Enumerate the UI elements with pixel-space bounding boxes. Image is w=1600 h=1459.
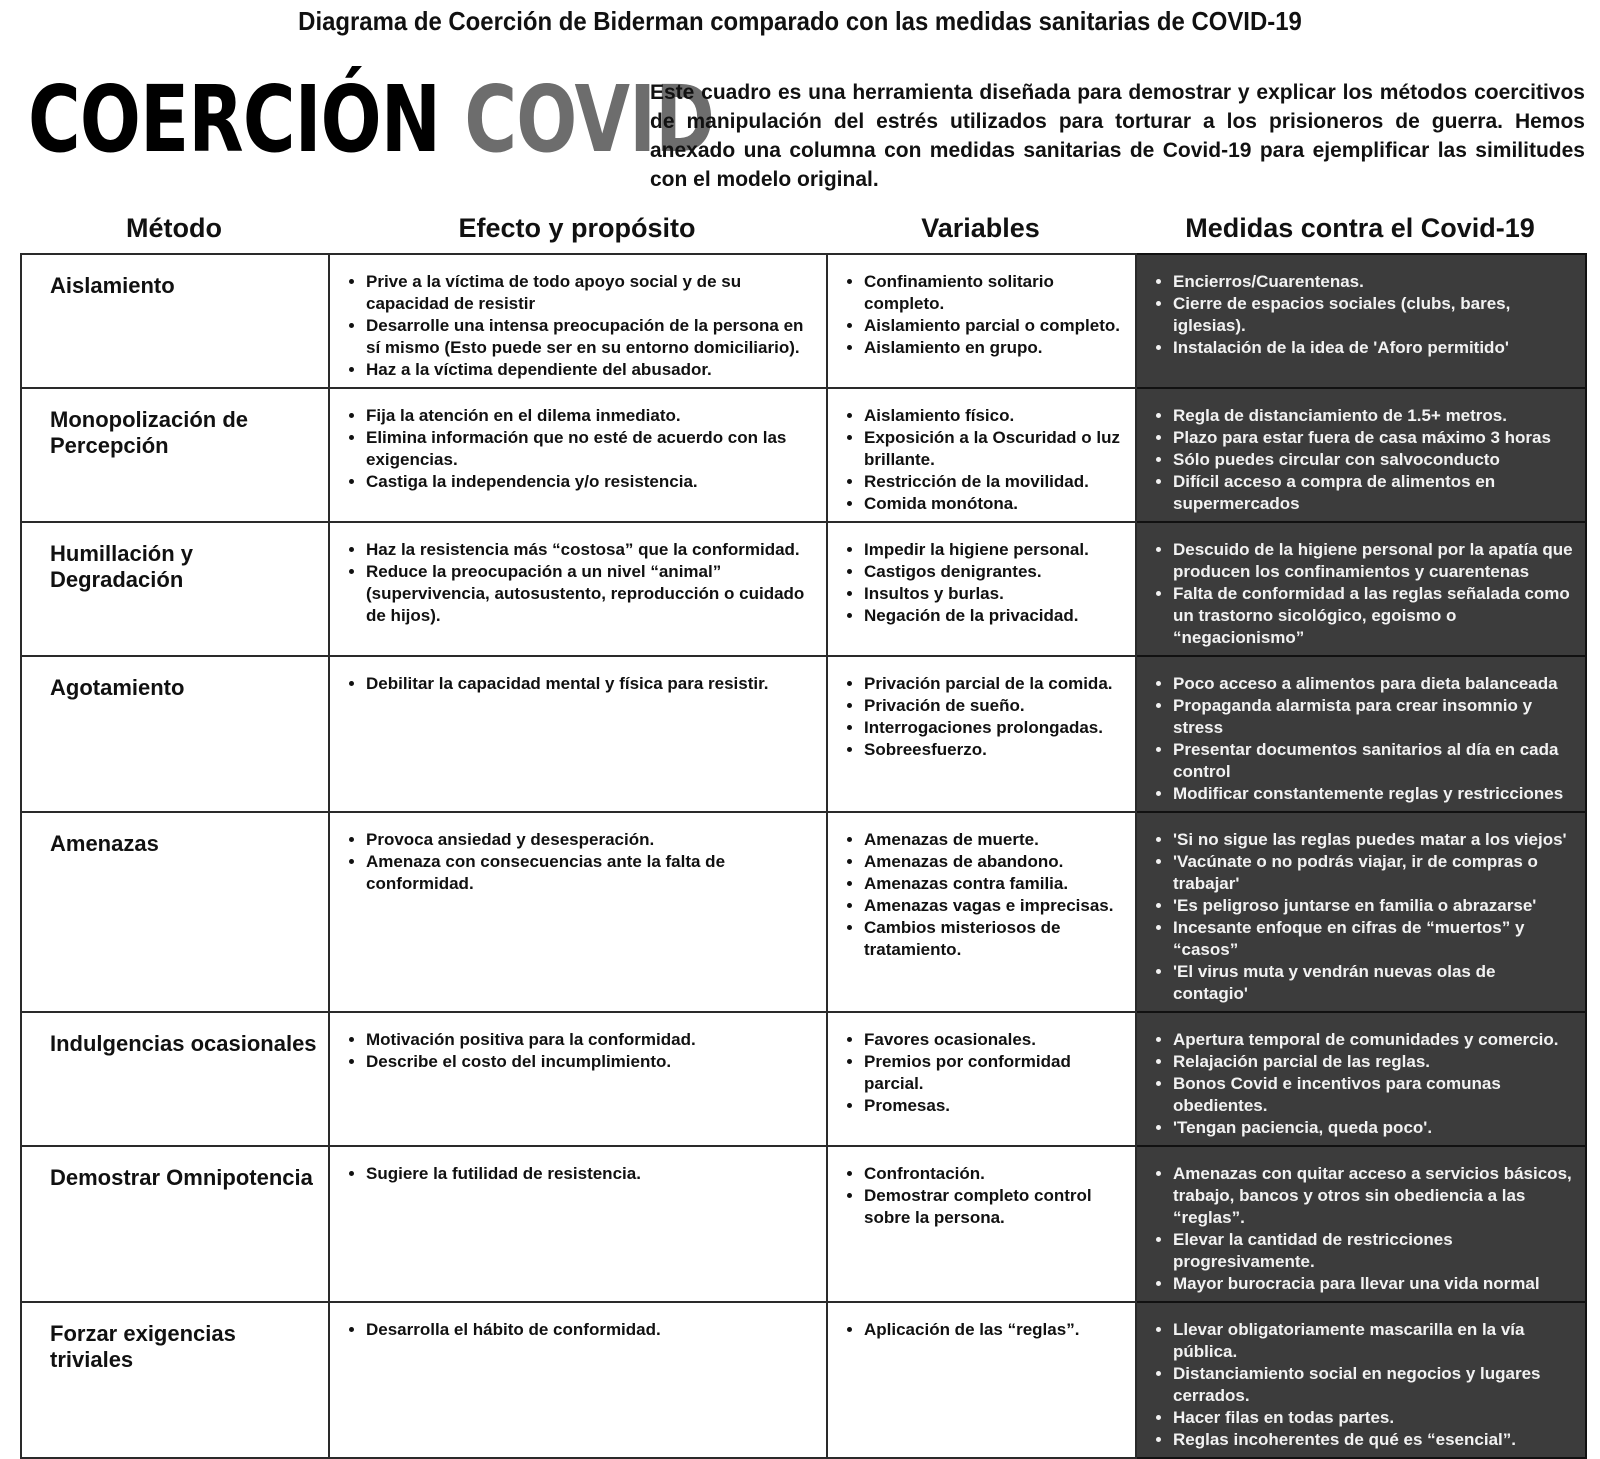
method-cell: Monopolización de Percepción bbox=[21, 388, 329, 522]
list-item: • Amenazas con quitar acceso a servicios básicos, trabajo, bancos y otros sin obediencia a las “reglas”. bbox=[1173, 1163, 1575, 1229]
list-item: • Elimina información que no esté de acuerdo con las exigencias. bbox=[366, 427, 816, 471]
list-item: • Mayor burocracia para llevar una vida normal bbox=[1173, 1273, 1575, 1295]
covid-measures-list bbox=[1147, 405, 1575, 515]
variables-cell bbox=[827, 522, 1136, 656]
list-item: • Regla de distanciamiento de 1.5+ metros. bbox=[1173, 405, 1575, 427]
column-header-effect: Efecto y propósito bbox=[458, 213, 696, 243]
list-item: • Premios por conformidad parcial. bbox=[864, 1051, 1125, 1095]
list-item: • Llevar obligatoriamente mascarilla en la vía pública. bbox=[1173, 1319, 1575, 1363]
list-item: • Impedir la higiene personal. bbox=[864, 539, 1125, 561]
list-item: • Comida monótona. bbox=[864, 493, 1125, 515]
variables-list bbox=[838, 1029, 1125, 1117]
covid-measures-list bbox=[1147, 271, 1575, 359]
variables-cell bbox=[827, 1146, 1136, 1302]
list-item: • Confinamiento solitario completo. bbox=[864, 271, 1125, 315]
hero-title bbox=[28, 60, 714, 180]
column-header-variables: Variables bbox=[921, 213, 1040, 243]
variables-cell bbox=[827, 254, 1136, 388]
column-header-method: Método bbox=[126, 213, 222, 243]
list-item: • Presentar documentos sanitarios al día en cada control bbox=[1173, 739, 1575, 783]
effect-list bbox=[340, 1163, 816, 1185]
effect-list bbox=[340, 405, 816, 493]
variables-list bbox=[838, 829, 1125, 961]
covid-measures-cell bbox=[1136, 1302, 1586, 1458]
method-cell: Indulgencias ocasionales bbox=[21, 1012, 329, 1146]
variables-cell bbox=[827, 1302, 1136, 1458]
variables-list bbox=[838, 271, 1125, 359]
effect-list bbox=[340, 829, 816, 895]
list-item: • Distanciamiento social en negocios y lugares cerrados. bbox=[1173, 1363, 1575, 1407]
list-item: • Fija la atención en el dilema inmediato. bbox=[366, 405, 816, 427]
list-item: • Amenaza con consecuencias ante la falta de conformidad. bbox=[366, 851, 816, 895]
covid-measures-cell bbox=[1136, 812, 1586, 1012]
hero-word-coercion: COERCIÓN bbox=[28, 66, 441, 173]
list-item: • Poco acceso a alimentos para dieta balanceada bbox=[1173, 673, 1575, 695]
covid-measures-cell bbox=[1136, 1012, 1586, 1146]
variables-list bbox=[838, 405, 1125, 515]
list-item: • Hacer filas en todas partes. bbox=[1173, 1407, 1575, 1429]
list-item: • Aislamiento en grupo. bbox=[864, 337, 1125, 359]
effect-cell bbox=[329, 254, 827, 388]
column-header-covid: Medidas contra el Covid-19 bbox=[1185, 213, 1535, 243]
table-row bbox=[21, 254, 1586, 388]
list-item: • Sólo puedes circular con salvoconducto bbox=[1173, 449, 1575, 471]
effect-cell bbox=[329, 1146, 827, 1302]
effect-list bbox=[340, 1029, 816, 1073]
list-item: • Cierre de espacios sociales (clubs, bares, iglesias). bbox=[1173, 293, 1575, 337]
list-item: • Sugiere la futilidad de resistencia. bbox=[366, 1163, 816, 1185]
hero-word-covid: COVID bbox=[464, 66, 714, 173]
covid-measures-cell bbox=[1136, 656, 1586, 812]
table-row bbox=[21, 812, 1586, 1012]
list-item: • Reglas incoherentes de qué es “esencial”. bbox=[1173, 1429, 1575, 1451]
list-item: • Amenazas vagas e imprecisas. bbox=[864, 895, 1125, 917]
list-item: • Apertura temporal de comunidades y comercio. bbox=[1173, 1029, 1575, 1051]
list-item: • Favores ocasionales. bbox=[864, 1029, 1125, 1051]
list-item: • Reduce la preocupación a un nivel “animal” (supervivencia, autosustento, reproducción o cuidado de hijos). bbox=[366, 561, 816, 627]
covid-measures-list bbox=[1147, 1029, 1575, 1139]
effect-list bbox=[340, 271, 816, 381]
variables-list bbox=[838, 1319, 1125, 1341]
effect-list bbox=[340, 673, 816, 695]
list-item: • 'El virus muta y vendrán nuevas olas de contagio' bbox=[1173, 961, 1575, 1005]
list-item: • Demostrar completo control sobre la persona. bbox=[864, 1185, 1125, 1229]
list-item: • Prive a la víctima de todo apoyo social y de su capacidad de resistir bbox=[366, 271, 816, 315]
effect-cell bbox=[329, 522, 827, 656]
coercion-table bbox=[20, 253, 1587, 1459]
list-item: • Propaganda alarmista para crear insomnio y stress bbox=[1173, 695, 1575, 739]
list-item: • Plazo para estar fuera de casa máximo 3 horas bbox=[1173, 427, 1575, 449]
list-item: • Aislamiento físico. bbox=[864, 405, 1125, 427]
list-item: • Exposición a la Oscuridad o luz brillante. bbox=[864, 427, 1125, 471]
covid-measures-cell bbox=[1136, 522, 1586, 656]
covid-measures-cell bbox=[1136, 1146, 1586, 1302]
variables-cell bbox=[827, 656, 1136, 812]
list-item: • Difícil acceso a compra de alimentos en supermercados bbox=[1173, 471, 1575, 515]
method-cell: Demostrar Omnipotencia bbox=[21, 1146, 329, 1302]
effect-cell bbox=[329, 1012, 827, 1146]
method-cell: Amenazas bbox=[21, 812, 329, 1012]
list-item: • Elevar la cantidad de restricciones progresivamente. bbox=[1173, 1229, 1575, 1273]
list-item: • Aplicación de las “reglas”. bbox=[864, 1319, 1125, 1341]
list-item: • Falta de conformidad a las reglas señalada como un trastorno sicológico, egoismo o “negacionismo” bbox=[1173, 583, 1575, 649]
method-cell: Forzar exigencias triviales bbox=[21, 1302, 329, 1458]
list-item: • Amenazas de muerte. bbox=[864, 829, 1125, 851]
list-item: • Privación de sueño. bbox=[864, 695, 1125, 717]
list-item: • Desarrolla el hábito de conformidad. bbox=[366, 1319, 816, 1341]
list-item: • Describe el costo del incumplimiento. bbox=[366, 1051, 816, 1073]
list-item: • Amenazas de abandono. bbox=[864, 851, 1125, 873]
list-item: • Encierros/Cuarentenas. bbox=[1173, 271, 1575, 293]
list-item: • Promesas. bbox=[864, 1095, 1125, 1117]
list-item: • 'Vacúnate o no podrás viajar, ir de compras o trabajar' bbox=[1173, 851, 1575, 895]
covid-measures-list bbox=[1147, 1163, 1575, 1295]
covid-measures-list bbox=[1147, 1319, 1575, 1451]
method-cell: Humillación y Degradación bbox=[21, 522, 329, 656]
list-item: • Confrontación. bbox=[864, 1163, 1125, 1185]
effect-cell bbox=[329, 656, 827, 812]
variables-cell bbox=[827, 812, 1136, 1012]
variables-cell bbox=[827, 1012, 1136, 1146]
method-cell: Agotamiento bbox=[21, 656, 329, 812]
list-item: • Privación parcial de la comida. bbox=[864, 673, 1125, 695]
intro-paragraph: Este cuadro es una herramienta diseñada para demostrar y explicar los métodos coercitivos de manipulación del estrés utilizados para torturar a los prisioneros de guerra. Hemos anexado una columna con medidas sanitarias de Covid-19 para ejemplificar las similitudes con el modelo original. bbox=[650, 81, 1585, 191]
list-item: • Aislamiento parcial o completo. bbox=[864, 315, 1125, 337]
coercion-table-body bbox=[21, 254, 1586, 1458]
list-item: • Haz la resistencia más “costosa” que la conformidad. bbox=[366, 539, 816, 561]
table-row bbox=[21, 388, 1586, 522]
table-row bbox=[21, 1012, 1586, 1146]
list-item: • 'Si no sigue las reglas puedes matar a los viejos' bbox=[1173, 829, 1575, 851]
list-item: • Modificar constantemente reglas y restricciones bbox=[1173, 783, 1575, 805]
chart-subtitle: Diagrama de Coerción de Biderman comparado con las medidas sanitarias de COVID-19 bbox=[298, 6, 1302, 36]
list-item: • Negación de la privacidad. bbox=[864, 605, 1125, 627]
variables-list bbox=[838, 673, 1125, 761]
table-row bbox=[21, 1302, 1586, 1458]
list-item: • Incesante enfoque en cifras de “muertos” y “casos” bbox=[1173, 917, 1575, 961]
covid-measures-list bbox=[1147, 829, 1575, 1005]
covid-measures-list bbox=[1147, 539, 1575, 649]
table-row bbox=[21, 1146, 1586, 1302]
list-item: • Descuido de la higiene personal por la apatía que producen los confinamientos y cuarentenas bbox=[1173, 539, 1575, 583]
effect-cell bbox=[329, 388, 827, 522]
list-item: • Insultos y burlas. bbox=[864, 583, 1125, 605]
table-row bbox=[21, 656, 1586, 812]
list-item: • Haz a la víctima dependiente del abusador. bbox=[366, 359, 816, 381]
list-item: • Restricción de la movilidad. bbox=[864, 471, 1125, 493]
list-item: • Castiga la independencia y/o resistencia. bbox=[366, 471, 816, 493]
covid-measures-cell bbox=[1136, 388, 1586, 522]
list-item: • Relajación parcial de las reglas. bbox=[1173, 1051, 1575, 1073]
method-cell: Aislamiento bbox=[21, 254, 329, 388]
covid-measures-cell bbox=[1136, 254, 1586, 388]
list-item: • Castigos denigrantes. bbox=[864, 561, 1125, 583]
effect-list bbox=[340, 539, 816, 627]
variables-list bbox=[838, 1163, 1125, 1229]
list-item: • Interrogaciones prolongadas. bbox=[864, 717, 1125, 739]
list-item: • Sobreesfuerzo. bbox=[864, 739, 1125, 761]
list-item: • Motivación positiva para la conformidad. bbox=[366, 1029, 816, 1051]
list-item: • Bonos Covid e incentivos para comunas obedientes. bbox=[1173, 1073, 1575, 1117]
list-item: • Amenazas contra familia. bbox=[864, 873, 1125, 895]
variables-list bbox=[838, 539, 1125, 627]
variables-cell bbox=[827, 388, 1136, 522]
table-row bbox=[21, 522, 1586, 656]
list-item: • 'Tengan paciencia, queda poco'. bbox=[1173, 1117, 1575, 1139]
covid-measures-list bbox=[1147, 673, 1575, 805]
list-item: • Provoca ansiedad y desesperación. bbox=[366, 829, 816, 851]
list-item: • 'Es peligroso juntarse en familia o abrazarse' bbox=[1173, 895, 1575, 917]
effect-list bbox=[340, 1319, 816, 1341]
effect-cell bbox=[329, 812, 827, 1012]
list-item: • Desarrolle una intensa preocupación de la persona en sí mismo (Esto puede ser en su entorno domiciliario). bbox=[366, 315, 816, 359]
effect-cell bbox=[329, 1302, 827, 1458]
list-item: • Instalación de la idea de 'Aforo permitido' bbox=[1173, 337, 1575, 359]
list-item: • Debilitar la capacidad mental y física para resistir. bbox=[366, 673, 816, 695]
list-item: • Cambios misteriosos de tratamiento. bbox=[864, 917, 1125, 961]
